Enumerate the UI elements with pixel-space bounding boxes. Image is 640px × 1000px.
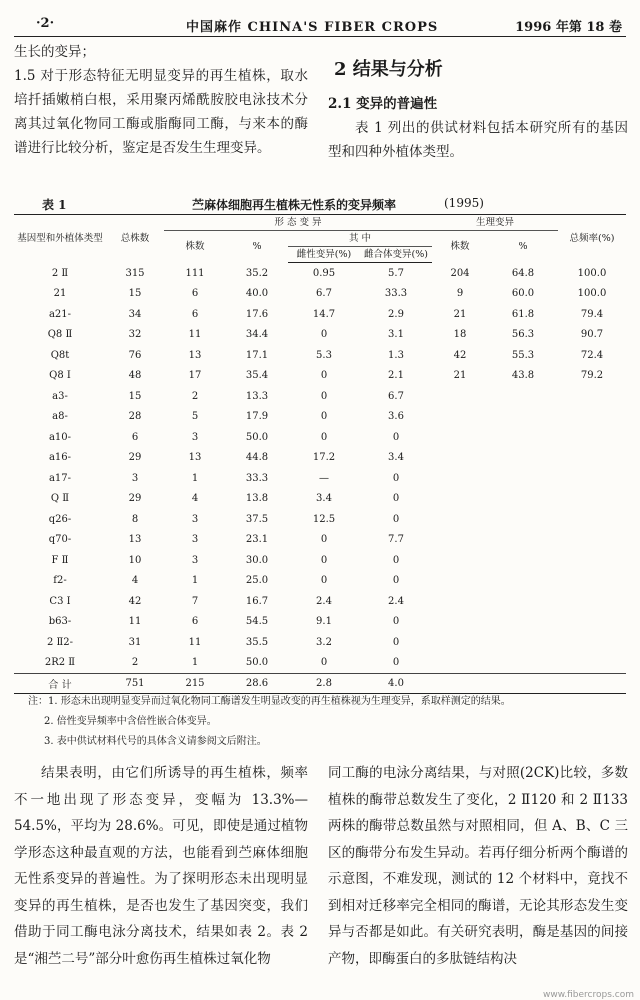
table-cell	[432, 674, 488, 694]
table-cell: 25.0	[245, 575, 269, 587]
table-cell: 6	[191, 288, 199, 300]
table-cell: —	[319, 472, 329, 484]
table-cell: 17.6	[245, 308, 269, 320]
row-label: q70-	[48, 534, 72, 546]
table-row	[14, 366, 626, 387]
table-cell	[558, 407, 626, 428]
table-cell: 13	[188, 452, 202, 464]
table-cell: 2.4	[316, 595, 332, 607]
table-row	[14, 468, 626, 489]
table-cell	[432, 653, 488, 674]
table-row	[14, 284, 626, 305]
table-cell: 0	[392, 493, 400, 505]
table-cell	[558, 386, 626, 407]
table-cell: 204	[450, 267, 470, 279]
table-cell: 2.1	[388, 370, 404, 382]
table-cell	[488, 612, 558, 633]
table-cell: 3	[191, 513, 199, 525]
table-row	[14, 509, 626, 530]
issue-info: 1996 年第 18 卷	[515, 20, 622, 35]
table-cell: 0	[392, 616, 400, 628]
table-cell	[558, 653, 626, 674]
table-cell	[488, 509, 558, 530]
table-cell: 2	[191, 390, 199, 402]
table-cell: 42	[453, 349, 467, 361]
table-note: 3. 表中供试材料代号的具体含义请参阅文后附注。	[44, 736, 267, 747]
table-cell: 11	[188, 636, 202, 648]
table-row	[14, 653, 626, 674]
table-cell: 23.1	[245, 534, 269, 546]
table-cell	[558, 468, 626, 489]
table-cell: 8	[131, 513, 139, 525]
table-cell: 54.5	[245, 616, 269, 628]
table-cell	[488, 489, 558, 510]
table-cell: 6	[131, 431, 139, 443]
table-cell: 6.7	[316, 288, 332, 300]
table-cell: 90.7	[580, 329, 604, 341]
table-cell	[488, 571, 558, 592]
table-cell: 17.1	[245, 349, 269, 361]
table-cell: 15	[128, 288, 142, 300]
table-cell: 0	[320, 554, 328, 566]
paragraph-continuation: 生长的变异；	[14, 44, 95, 60]
table-cell: 14.7	[312, 308, 336, 320]
table-notes	[28, 692, 511, 752]
table-cell: 751	[106, 674, 164, 694]
right-column-top	[328, 56, 628, 164]
table-cell: 21	[453, 308, 467, 320]
subsection-title: 2.1 变异的普遍性	[328, 96, 438, 112]
table-cell: 31	[128, 636, 142, 648]
table-row	[14, 550, 626, 571]
table-cell: 315	[125, 267, 145, 279]
table-cell: 0	[392, 636, 400, 648]
table-cell	[488, 407, 558, 428]
table-cell: 64.8	[511, 267, 535, 279]
table-cell: 4	[191, 493, 199, 505]
table-cell: 0.95	[312, 267, 336, 279]
table-cell: 30.0	[245, 554, 269, 566]
table-cell: 0	[392, 657, 400, 669]
table-cell: 79.4	[580, 308, 604, 320]
table-row	[14, 571, 626, 592]
table-cell	[432, 386, 488, 407]
table-cell: 35.4	[245, 370, 269, 382]
header-bisex-variation: 雌合体变异(%)	[360, 247, 432, 263]
left-column-top	[14, 40, 308, 160]
table-cell	[558, 427, 626, 448]
table-row	[14, 427, 626, 448]
table-cell	[488, 632, 558, 653]
table-row	[14, 591, 626, 612]
table-cell: 11	[188, 329, 202, 341]
header-genotype: 基因型和外植体类型	[14, 215, 106, 263]
table-cell	[558, 550, 626, 571]
table-number: 表 1	[42, 198, 67, 212]
table-cell	[488, 653, 558, 674]
table-cell	[432, 632, 488, 653]
table-cell	[432, 509, 488, 530]
right-column-bottom: 同工酶的电泳分离结果，与对照(2CK)比较，多数植株的酶带总数发生了变化，2 Ⅱ120 和 2 Ⅱ133 两株的酶带总数虽然与对照相同，但 A、B、C 三区的酶带分布发生异动。若再仔细分析两个酶谱的示意图，不难发现，测试的 12 个材料中，竟找不到相对迁移率完全相同的酶谱，无论其形态发生变异与否都是如此。有关研究表明，酶是基因的间接产物，即酶蛋白的多肽链结构决	[328, 765, 628, 967]
table-cell	[488, 448, 558, 469]
table-cell: 4	[131, 575, 139, 587]
table-cell: 3	[191, 534, 199, 546]
table-cell: 3.4	[316, 493, 332, 505]
table-cell: 111	[185, 267, 205, 279]
table-cell: 3.2	[316, 636, 332, 648]
row-label: a8-	[52, 411, 68, 423]
table-cell	[558, 591, 626, 612]
table-cell: 0	[392, 575, 400, 587]
table-cell: 4.0	[360, 674, 432, 694]
table-cell: 3.6	[388, 411, 404, 423]
section-title: 2 结果与分析	[334, 59, 443, 80]
row-label: 2 Ⅱ	[51, 267, 69, 279]
table-cell: 55.3	[511, 349, 535, 361]
row-label: a10-	[48, 431, 72, 443]
table-cell	[488, 427, 558, 448]
table-cell: 29	[128, 452, 142, 464]
table-cell: 6.7	[388, 390, 404, 402]
table-cell: 42	[128, 595, 142, 607]
table-cell: 0	[320, 370, 328, 382]
table-cell: 18	[453, 329, 467, 341]
table-cell	[558, 674, 626, 694]
table-cell	[432, 407, 488, 428]
table-cell: 7	[191, 595, 199, 607]
table-cell: 28.6	[226, 674, 288, 694]
table-cell	[488, 386, 558, 407]
table-cell	[432, 530, 488, 551]
header-total-rate: 总频率(%)	[558, 215, 626, 263]
table-cell	[488, 591, 558, 612]
table-cell: 0	[320, 390, 328, 402]
table-cell: 13	[188, 349, 202, 361]
table-cell: 0	[320, 575, 328, 587]
table-cell: 33.3	[245, 472, 269, 484]
header-physio-variation: 生理变异	[432, 215, 558, 231]
table-row	[14, 489, 626, 510]
table-cell: 16.7	[245, 595, 269, 607]
table-cell: 3.1	[388, 329, 404, 341]
table-row	[14, 448, 626, 469]
table-row	[14, 612, 626, 633]
table-cell: 5.3	[316, 349, 332, 361]
table-cell: 5	[191, 411, 199, 423]
header-count: 株数	[185, 241, 205, 253]
table-cell	[432, 550, 488, 571]
table-cell: 0	[320, 657, 328, 669]
table-cell: 9	[456, 288, 464, 300]
table-cell	[558, 632, 626, 653]
table-cell: 76	[128, 349, 142, 361]
table-cell: 13	[128, 534, 142, 546]
table-cell: 2.9	[388, 308, 404, 320]
table-cell: 3.4	[388, 452, 404, 464]
table-cell: 0	[392, 513, 400, 525]
header-physio-pct: %	[518, 241, 528, 253]
table-cell: 0	[320, 411, 328, 423]
table-cell: 15	[128, 390, 142, 402]
table-cell: 3	[191, 554, 199, 566]
table-cell: 1	[191, 657, 199, 669]
left-column-bottom: 结果表明，由它们所诱导的再生植株，频率不一地出现了形态变异，变幅为 13.3%—54.5%，平均为 28.6%。可见，即使是通过植物学形态这种最直观的方法，也能看到苎麻体细胞无性系变异的普遍性。为了探明形态未出现明显变异的再生植株，是否也发生了基因突变，我们借助于同工酶电泳分离技术，结果如表 2。表 2 是“湘苎二号”部分叶愈伤再生植株过氧化物	[14, 765, 308, 967]
table-cell: 1.3	[388, 349, 404, 361]
table-cell	[488, 530, 558, 551]
table-cell	[558, 612, 626, 633]
table-cell	[432, 468, 488, 489]
row-label: Q8t	[50, 349, 70, 361]
table-cell: 17.9	[245, 411, 269, 423]
table-cell: 0	[320, 431, 328, 443]
table-cell: 0	[320, 329, 328, 341]
table-cell: 5.7	[388, 267, 404, 279]
table-cell: 13.8	[245, 493, 269, 505]
table-cell: 21	[453, 370, 467, 382]
table-cell: 100.0	[577, 267, 607, 279]
row-label: 21	[53, 288, 67, 300]
method-paragraph-1-5: 1.5 对于形态特征无明显变异的再生植株，取水培扦插嫩梢白根，采用聚丙烯酰胺胶电泳技术分离其过氧化物同工酶或脂酶同工酶，与来本的酶谱进行比较分析，鉴定是否发生生理变异。	[14, 68, 308, 156]
page-number: ·2·	[36, 16, 55, 31]
table-row	[14, 325, 626, 346]
table-cell: 100.0	[577, 288, 607, 300]
table-cell	[432, 612, 488, 633]
table-cell: 34	[128, 308, 142, 320]
table-cell: 13.3	[245, 390, 269, 402]
table-cell: 48	[128, 370, 142, 382]
table-cell	[432, 571, 488, 592]
table-cell	[488, 550, 558, 571]
row-label: a3-	[52, 390, 68, 402]
table-cell: 43.8	[511, 370, 535, 382]
table-cell	[558, 571, 626, 592]
table-row	[14, 345, 626, 366]
table-note: 2. 倍性变异频率中含倍性嵌合体变异。	[44, 716, 217, 727]
table-cell: 2.4	[388, 595, 404, 607]
table-cell: 72.4	[580, 349, 604, 361]
table-row	[14, 304, 626, 325]
table-cell	[558, 509, 626, 530]
table-cell: 32	[128, 329, 142, 341]
row-label: f2-	[53, 575, 67, 587]
table-cell: 0	[392, 472, 400, 484]
table-cell: 33.3	[384, 288, 408, 300]
table-cell: 6	[191, 616, 199, 628]
table-row	[14, 632, 626, 653]
row-label: Q8 Ⅱ	[47, 329, 73, 341]
row-label: a16-	[48, 452, 72, 464]
table-title: 苎麻体细胞再生植株无性系的变异频率	[192, 198, 397, 212]
table-cell	[488, 674, 558, 694]
header-physio-count: 株数	[450, 241, 470, 253]
variation-frequency-table	[14, 214, 626, 694]
row-label: a17-	[48, 472, 72, 484]
table-cell: 215	[164, 674, 226, 694]
table-cell: 28	[128, 411, 142, 423]
table-cell: 79.2	[580, 370, 604, 382]
table-cell: 3	[131, 472, 139, 484]
table-cell: 44.8	[245, 452, 269, 464]
table-cell: 0	[320, 534, 328, 546]
table-cell: 6	[191, 308, 199, 320]
table-cell: 56.3	[511, 329, 535, 341]
header-sex-variation: 雌性变异(%)	[288, 247, 360, 263]
table-cell: 61.8	[511, 308, 535, 320]
table-cell	[558, 489, 626, 510]
row-label: C3 Ⅰ	[49, 595, 71, 607]
table-cell: 0	[392, 554, 400, 566]
table-row	[14, 386, 626, 407]
table-cell: 50.0	[245, 431, 269, 443]
row-label: Q Ⅱ	[50, 493, 70, 505]
table-cell: 35.5	[245, 636, 269, 648]
table-cell	[558, 448, 626, 469]
table-cell: 9.1	[316, 616, 332, 628]
table-cell: 35.2	[245, 267, 269, 279]
table-year: (1995)	[444, 196, 484, 210]
table-cell: 3	[191, 431, 199, 443]
table-cell: 2	[131, 657, 139, 669]
table-cell: 17.2	[312, 452, 336, 464]
table-cell: 60.0	[511, 288, 535, 300]
table-body	[14, 263, 626, 694]
row-label: F Ⅱ	[51, 554, 69, 566]
journal-name: 中国麻作 CHINA'S FIBER CROPS	[186, 20, 439, 35]
table-cell: 11	[128, 616, 142, 628]
header-morph-variation: 形 态 变 异	[164, 215, 432, 231]
row-label: Q8 Ⅰ	[49, 370, 71, 382]
header-among: 其 中	[288, 231, 432, 247]
table-cell: 1	[191, 472, 199, 484]
table-cell: 40.0	[245, 288, 269, 300]
table-row	[14, 530, 626, 551]
table-cell: 2.8	[288, 674, 360, 694]
table-cell: 12.5	[312, 513, 336, 525]
table-note: 注：1. 形态未出现明显变异而过氧化物同工酶谱发生明显改变的再生植株视为生理变异，系取样测定的结果。	[28, 696, 511, 707]
table-cell: 1	[191, 575, 199, 587]
row-label: b63-	[48, 616, 72, 628]
table-total-row	[14, 674, 626, 694]
table-cell: 10	[128, 554, 142, 566]
table-cell: 37.5	[245, 513, 269, 525]
header-pct: %	[252, 241, 262, 253]
header-total-plants: 总株数	[106, 215, 164, 263]
row-label: 2R2 Ⅱ	[44, 657, 76, 669]
table-row	[14, 407, 626, 428]
table-cell	[432, 448, 488, 469]
table-cell	[488, 468, 558, 489]
table-cell	[432, 489, 488, 510]
table-cell: 29	[128, 493, 142, 505]
table-cell	[432, 591, 488, 612]
row-label: 合 计	[14, 674, 106, 694]
table-cell: 17	[188, 370, 202, 382]
table-cell	[432, 427, 488, 448]
watermark: www.fibercrops.com	[543, 990, 634, 1000]
table-cell: 34.4	[245, 329, 269, 341]
table-cell: 7.7	[388, 534, 404, 546]
table-cell: 0	[392, 431, 400, 443]
table-cell	[558, 530, 626, 551]
row-label: a21-	[48, 308, 72, 320]
row-label: q26-	[48, 513, 72, 525]
row-label: 2 Ⅱ2-	[46, 636, 74, 648]
table-row	[14, 263, 626, 284]
page-header	[14, 10, 626, 37]
table-cell: 50.0	[245, 657, 269, 669]
results-paragraph: 表 1 列出的供试材料包括本研究所有的基因型和四种外植体类型。	[328, 120, 628, 160]
